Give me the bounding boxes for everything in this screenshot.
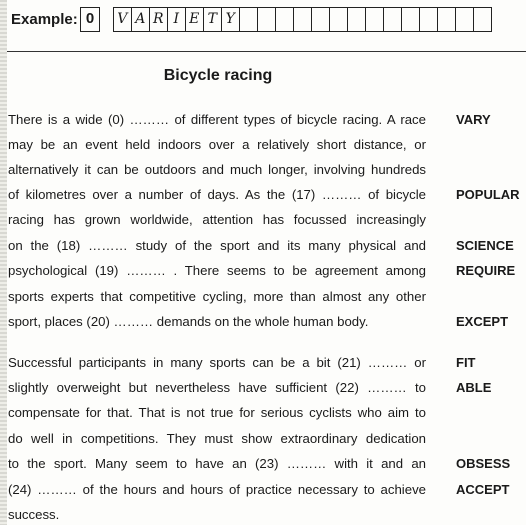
- passage-line: sport, places (20) ……… demands on the whole human body.: [8, 314, 369, 329]
- cue-word-fit: FIT: [456, 355, 476, 370]
- passage-line: to the sport. Many seem to have an (23) ……… with it and an: [8, 456, 426, 471]
- passage-line: slightly overweight but nevertheless have sufficient (22) ……… to: [8, 380, 426, 395]
- letter-cell: [257, 7, 277, 32]
- example-label: Example:: [11, 11, 78, 28]
- letter-cell: T: [203, 7, 223, 32]
- passage-line: (24) ……… of the hours and hours of practice necessary to achieve: [8, 482, 426, 497]
- cue-word-obsess: OBSESS: [456, 456, 511, 471]
- letter-cell: [419, 7, 439, 32]
- cue-word-vary: VARY: [456, 112, 491, 127]
- answer-letter-grid: [114, 7, 492, 32]
- example-number-box: 0: [80, 7, 100, 32]
- passage-line: success.: [8, 507, 60, 522]
- letter-cell: [365, 7, 385, 32]
- letter-cell: [437, 7, 457, 32]
- passage-line: psychological (19) ……… . There seems to be agreement among: [8, 263, 426, 278]
- passage-line: may be an event held indoors over a relatively short distance, or: [8, 137, 426, 152]
- passage-line: alternatively it can be outdoors and much longer, involving hundreds: [8, 162, 426, 177]
- letter-cell: [293, 7, 313, 32]
- cue-word-science: SCIENCE: [456, 238, 514, 253]
- letter-cell: V: [113, 7, 133, 32]
- letter-cell: E: [185, 7, 205, 32]
- letter-cell: [329, 7, 349, 32]
- passage-line: compensate for that. That is not true for serious cyclists who aim to: [8, 405, 426, 420]
- letter-cell: Y: [221, 7, 241, 32]
- letter-cell: [239, 7, 259, 32]
- letter-cell: [347, 7, 367, 32]
- passage-line: racing has grown worldwide, attention has focussed increasingly: [8, 212, 426, 227]
- letter-cell: [455, 7, 475, 32]
- divider-line: [7, 51, 526, 52]
- letter-cell: [311, 7, 331, 32]
- passage-line: There is a wide (0) ……… of different types of bicycle racing. A race: [8, 112, 426, 127]
- passage-line: of kilometres over a number of days. As the (17) ……… of bicycle: [8, 187, 426, 202]
- letter-cell: [275, 7, 295, 32]
- letter-cell: [401, 7, 421, 32]
- passage-line: Successful participants in many sports can be a bit (21) ……… or: [8, 355, 426, 370]
- letter-cell: I: [167, 7, 187, 32]
- letter-cell: [383, 7, 403, 32]
- letter-cell: [473, 7, 493, 32]
- letter-cell: A: [131, 7, 151, 32]
- cue-word-require: REQUIRE: [456, 263, 516, 278]
- cue-word-able: ABLE: [456, 380, 492, 395]
- cue-word-except: EXCEPT: [456, 314, 509, 329]
- passage-line: on the (18) ……… study of the sport and its many physical and: [8, 238, 426, 253]
- cue-word-popular: POPULAR: [456, 187, 520, 202]
- passage-line: sports experts that competitive cycling, more than almost any other: [8, 289, 426, 304]
- example-row: [0, 7, 526, 35]
- passage-line: do well in competitions. They must show extraordinary dedication: [8, 431, 426, 446]
- passage-title: Bicycle racing: [163, 67, 273, 84]
- letter-cell: R: [149, 7, 169, 32]
- cue-word-accept: ACCEPT: [456, 482, 510, 497]
